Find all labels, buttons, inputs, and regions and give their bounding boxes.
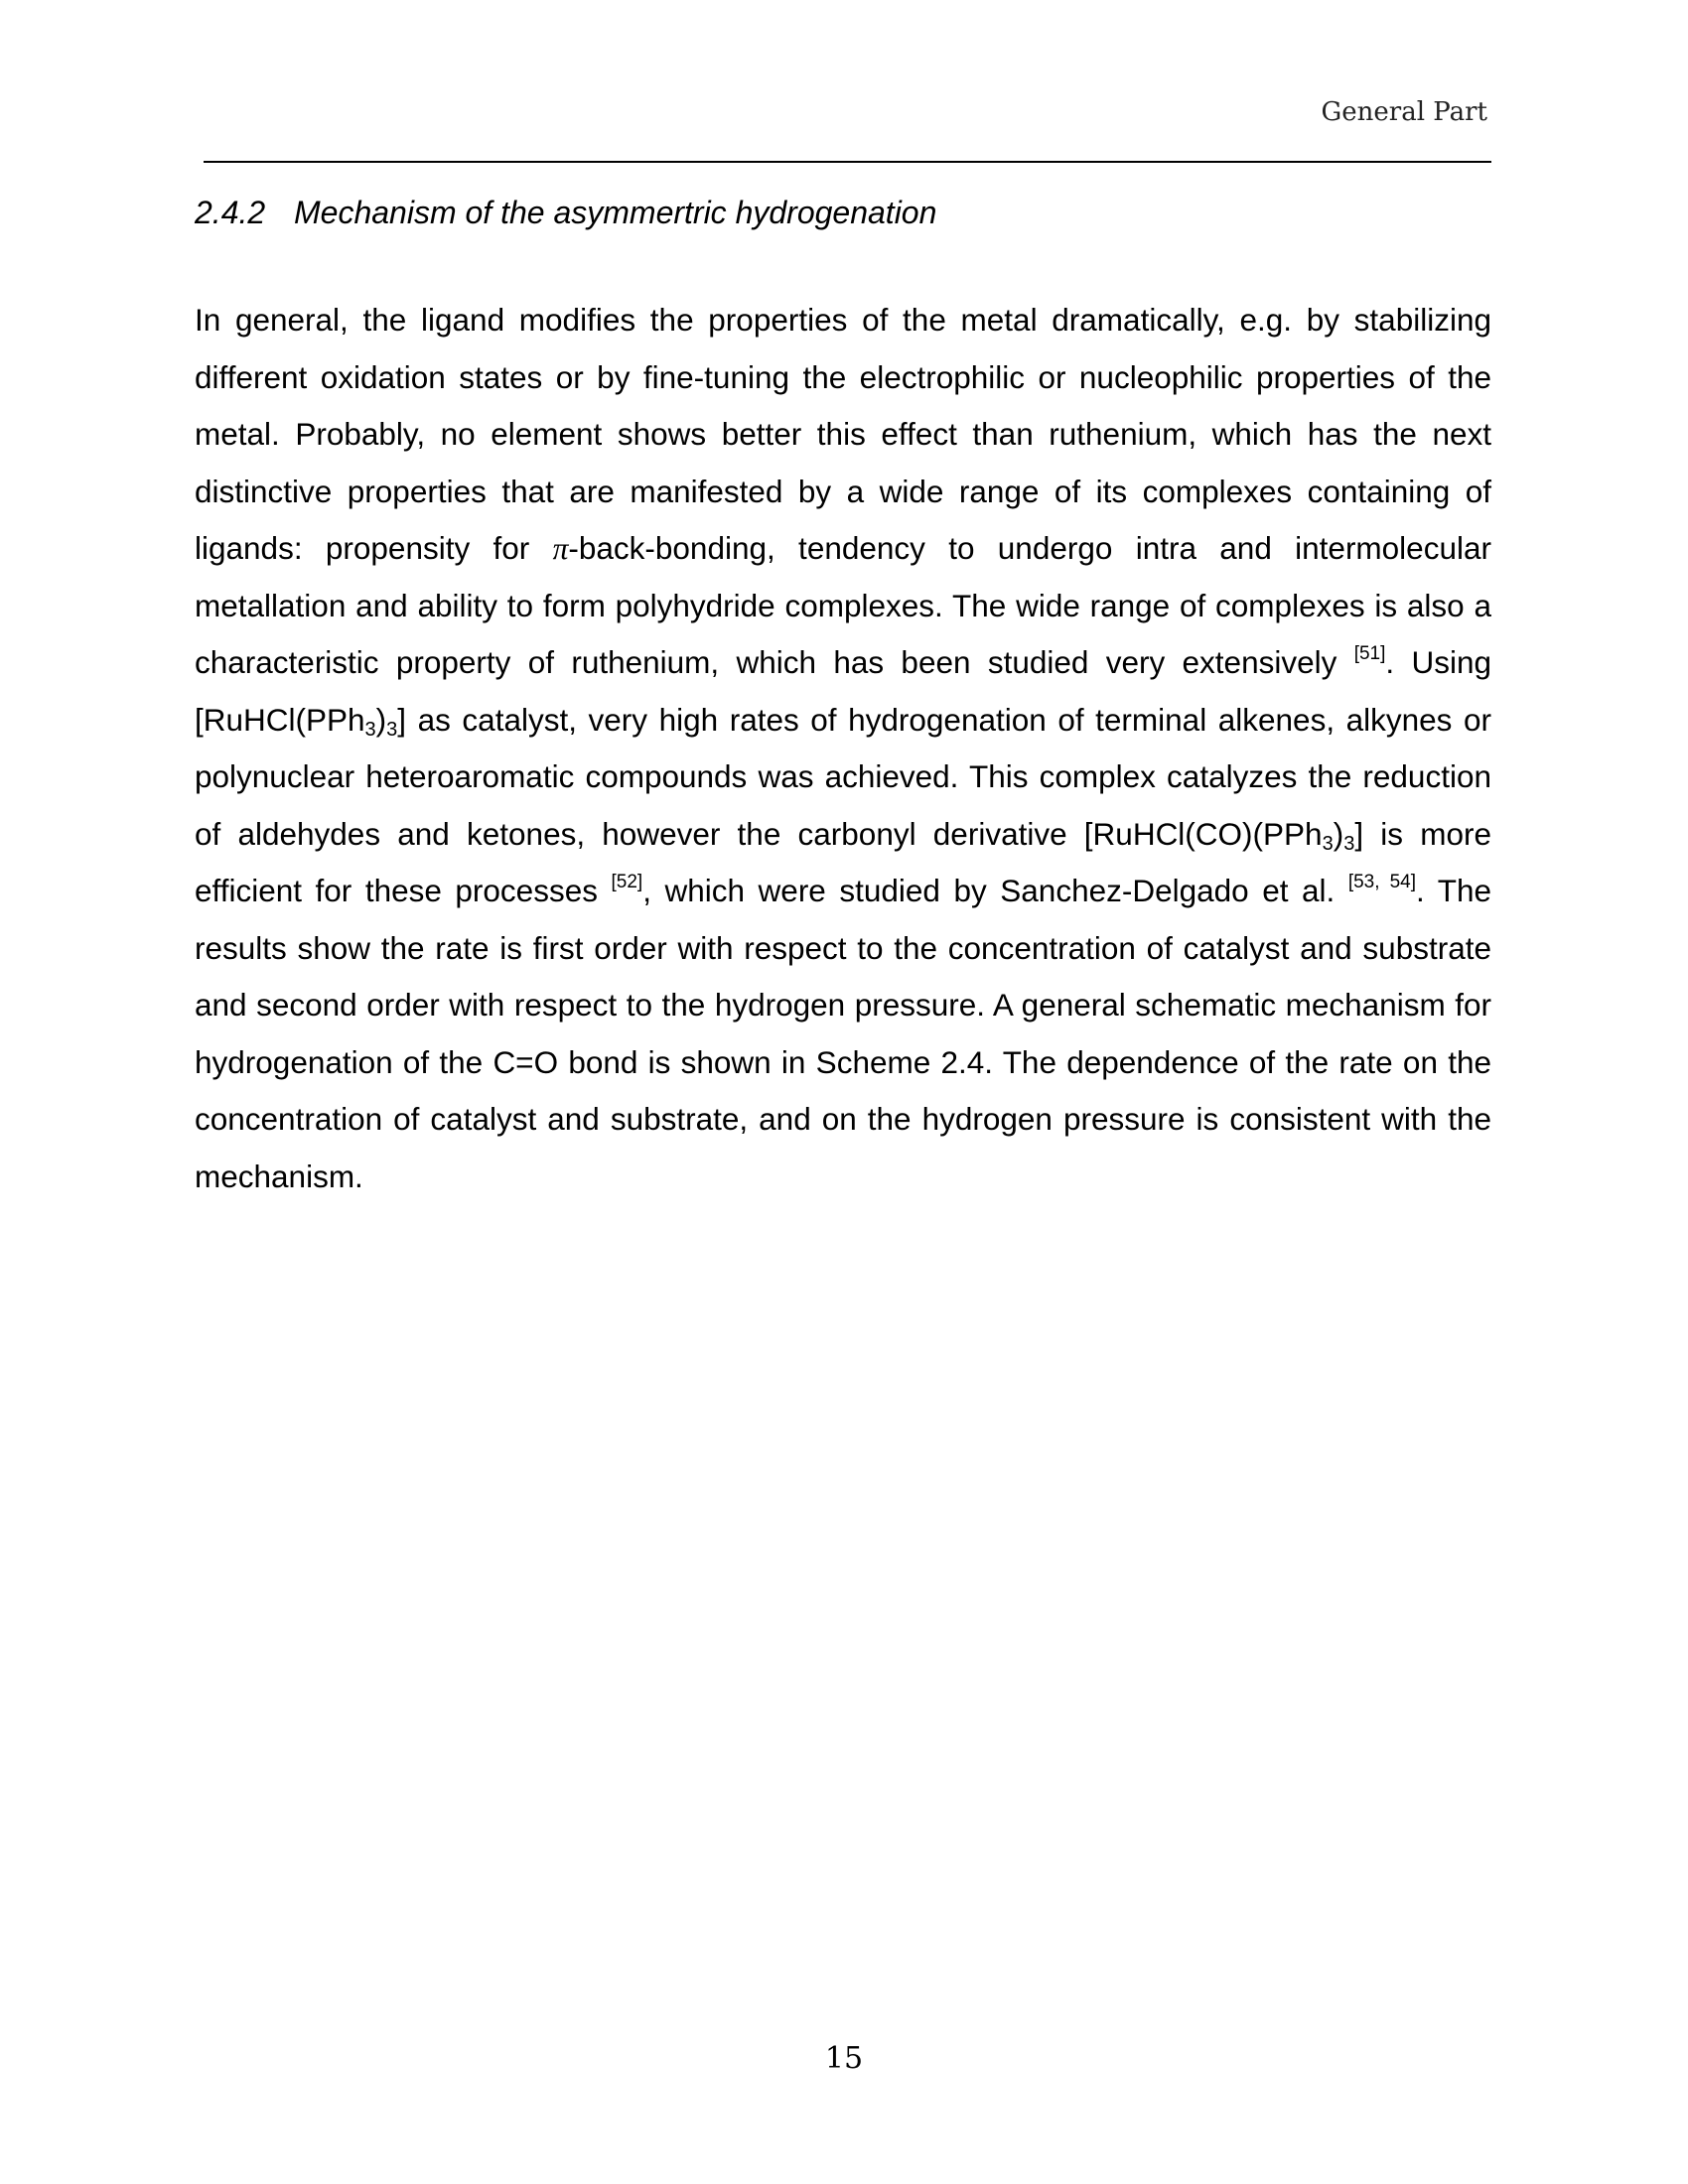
text-run: -back-bonding, tendency to undergo intra and intermolecular metallation and ability to form polyhydride complexes. The wide range of complexes is also a characteristic property of ruthenium, which has been studied very extensively [195, 530, 1491, 680]
page-number: 15 [824, 2041, 864, 2076]
section-heading [195, 195, 936, 231]
citation-ref: [53, 54] [1347, 871, 1416, 892]
text-run: . Using [RuHCl(PPh [195, 644, 1491, 738]
running-header: General Part [1321, 97, 1487, 127]
citation-ref: [51] [1353, 642, 1386, 664]
subscript: 3 [364, 718, 376, 741]
section-number: 2.4.2 [195, 195, 266, 230]
text-run: In general, the ligand modifies the properties of the metal dramatically, e.g. by stabilizing different oxidation states or by fine-tuning the electrophilic or nucleophilic properties of the metal. Probably, no element shows better this effect than ruthenium, which has the next distinctive properties that are manifested by a wide range of its complexes containing of ligands: propensity for [195, 302, 1491, 566]
subscript: 3 [386, 718, 398, 741]
text-run: ] as catalyst, very high rates of hydrogenation of terminal alkenes, alkynes or polynuclear heteroaromatic compounds was achieved. This complex catalyzes the reduction of aldehydes and ketones, however the carbonyl derivative [RuHCl(CO)(PPh [195, 701, 1491, 852]
subscript: 3 [1322, 832, 1334, 855]
text-run: . The results show the rate is first order with respect to the concentration of catalyst and substrate and second order with respect to the hydrogen pressure. A general schematic mechanism for hydrogenation of the C=O bond is shown in Scheme 2.4. The dependence of the rate on the concentration of catalyst and substrate, and on the hydrogen pressure is consistent with the mechanism. [195, 873, 1491, 1194]
subscript: 3 [1343, 832, 1355, 855]
body-paragraph [195, 292, 1491, 1205]
section-title: Mechanism of the asymmertric hydrogenation [294, 195, 937, 230]
text-run: ) [375, 701, 387, 738]
text-run: ) [1333, 815, 1344, 852]
pi-symbol: π [552, 531, 569, 566]
citation-ref: [52] [611, 871, 643, 892]
text-run: , which were studied by Sanchez-Delgado et al. [642, 873, 1348, 908]
text-run: ] is more efficient for these processes [195, 815, 1491, 908]
header-divider [204, 161, 1491, 163]
